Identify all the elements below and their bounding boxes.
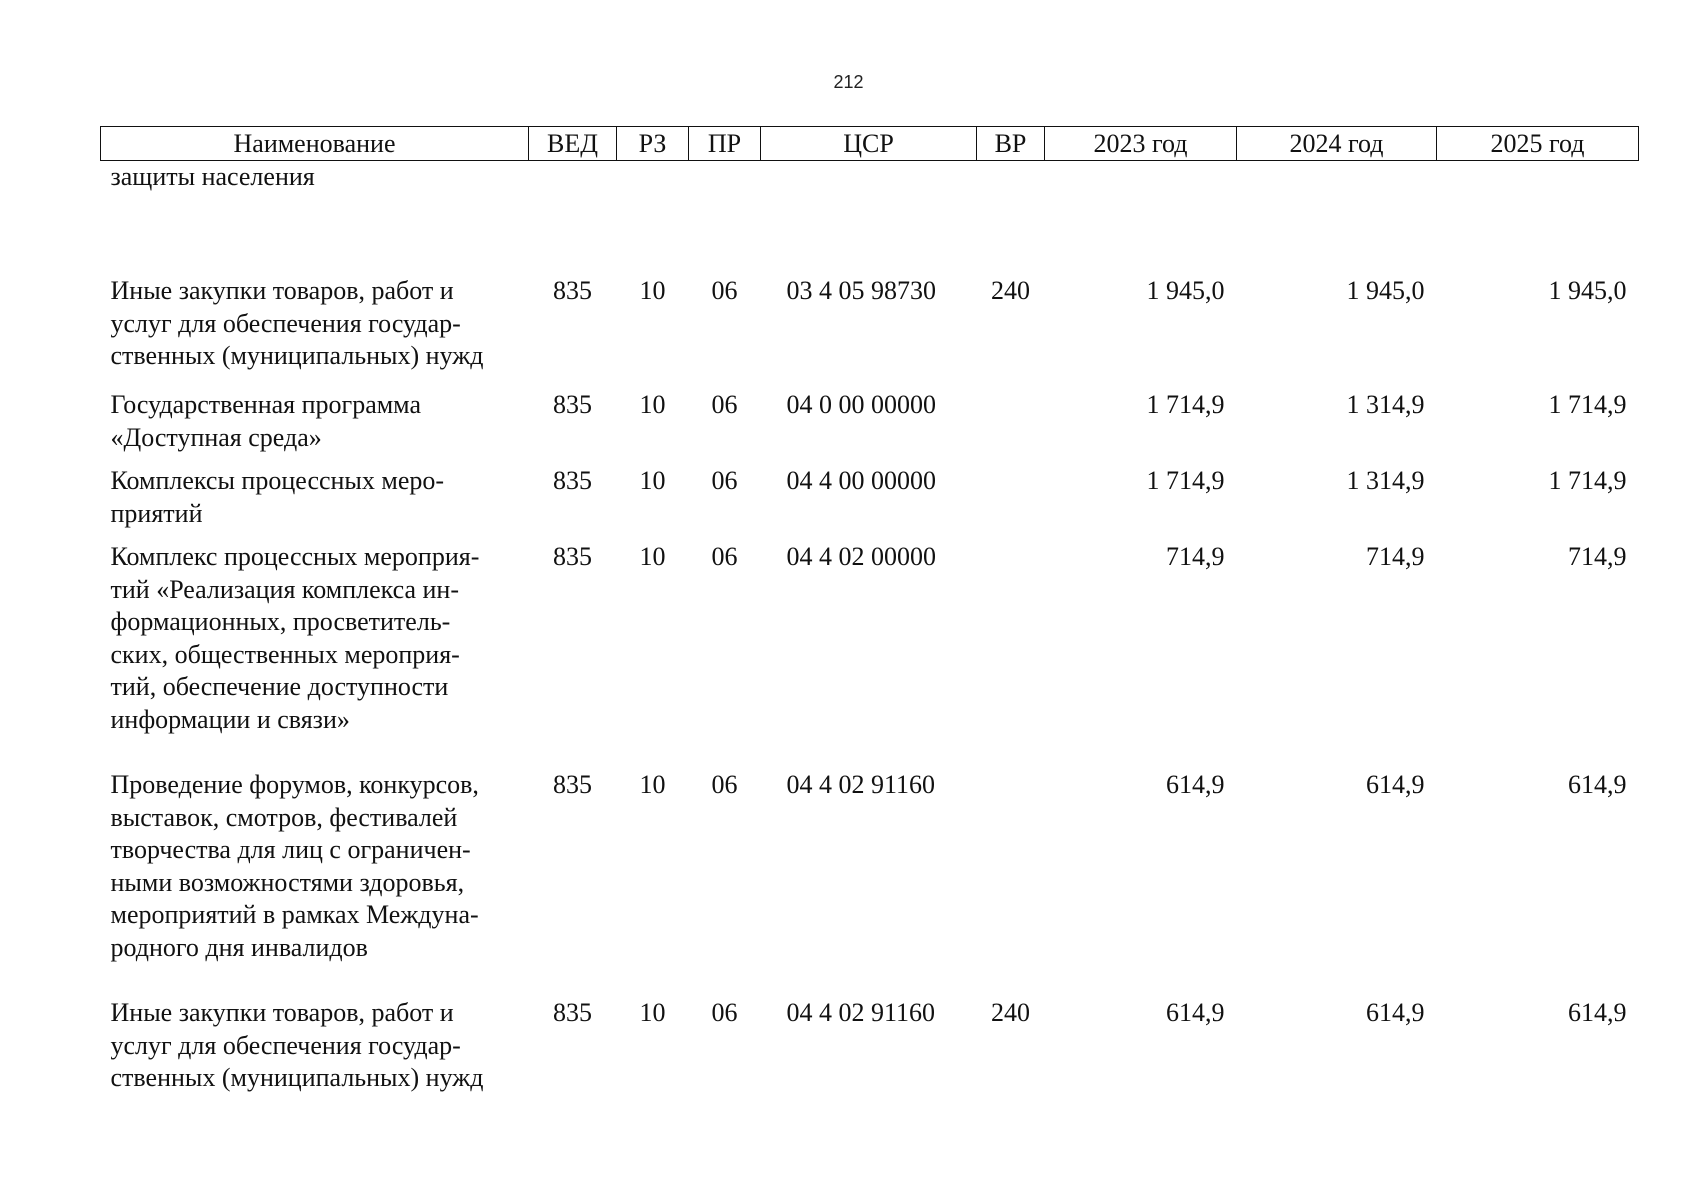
row-amount-2024 [1237, 161, 1437, 276]
header-rz: РЗ [617, 127, 689, 161]
row-ved: 835 [553, 276, 592, 305]
row-rz: 10 [639, 770, 666, 799]
table-row [101, 541, 1639, 769]
header-year-2023: 2023 год [1045, 127, 1237, 161]
row-amount-2025: 614,9 [1568, 770, 1627, 799]
row-amount-2025: 1 945,0 [1548, 276, 1627, 305]
header-pr: ПР [689, 127, 761, 161]
row-pr: 06 [711, 466, 738, 495]
row-vr [977, 541, 1045, 769]
row-amount-2023: 614,9 [1166, 770, 1225, 799]
row-ved: 835 [553, 542, 592, 571]
row-rz: 10 [639, 542, 666, 571]
row-amount-2023: 1 945,0 [1146, 276, 1225, 305]
row-amount-2023: 714,9 [1166, 542, 1225, 571]
row-ved: 835 [553, 770, 592, 799]
row-rz: 10 [639, 466, 666, 495]
row-ved: 835 [553, 466, 592, 495]
row-amount-2025: 1 714,9 [1548, 390, 1627, 419]
row-vr: 240 [991, 998, 1030, 1027]
page-number: 212 [833, 72, 864, 92]
row-name: защиты населения [110, 162, 315, 191]
row-name: Иные закупки товаров, работ и услуг для обеспечения государ- ственных (муниципальных) нужд [110, 998, 484, 1092]
header-vr: ВР [977, 127, 1045, 161]
row-ved [529, 161, 617, 276]
row-name: Комплекс процессных мероприя- тий «Реализация комплекса ин- формационных, просветитель- ских, общественных мероприя- тий, обеспечение доступности информации и связи» [110, 542, 480, 734]
row-pr: 06 [711, 542, 738, 571]
header-ved: ВЕД [529, 127, 617, 161]
row-amount-2024: 614,9 [1366, 998, 1425, 1027]
row-csr: 04 4 02 91160 [786, 770, 936, 799]
row-csr: 04 0 00 00000 [786, 390, 936, 419]
row-amount-2024: 1 314,9 [1346, 390, 1425, 419]
header-csr: ЦСР [761, 127, 977, 161]
table-body [101, 161, 1639, 1098]
header-year-2024: 2024 год [1237, 127, 1437, 161]
row-pr: 06 [711, 276, 738, 305]
table-row [101, 997, 1639, 1097]
row-amount-2025: 614,9 [1568, 998, 1627, 1027]
row-csr [761, 161, 977, 276]
table-row [101, 465, 1639, 541]
table-row [101, 275, 1639, 389]
table-row [101, 389, 1639, 465]
row-rz: 10 [639, 998, 666, 1027]
row-amount-2025: 1 714,9 [1548, 466, 1627, 495]
row-csr: 04 4 00 00000 [786, 466, 936, 495]
row-pr: 06 [711, 770, 738, 799]
row-amount-2024: 614,9 [1366, 770, 1425, 799]
header-year-2025: 2025 год [1437, 127, 1639, 161]
header-row [101, 127, 1639, 161]
row-name: Проведение форумов, конкурсов, выставок, смотров, фестивалей творчества для лиц с ограничен- ными возможностями здоровья, мероприятий в рамках Междуна- родного дня инвалидов [110, 770, 479, 962]
row-amount-2024: 1 314,9 [1346, 466, 1425, 495]
row-amount-2023: 614,9 [1166, 998, 1225, 1027]
row-name: Иные закупки товаров, работ и услуг для обеспечения государ- ственных (муниципальных) нужд [110, 276, 484, 370]
row-amount-2023: 1 714,9 [1146, 390, 1225, 419]
row-rz [617, 161, 689, 276]
row-rz: 10 [639, 390, 666, 419]
row-amount-2024: 714,9 [1366, 542, 1425, 571]
row-name: Комплексы процессных меро- приятий [110, 466, 445, 528]
row-vr [977, 389, 1045, 465]
row-rz: 10 [639, 276, 666, 305]
header-name: Наименование [101, 127, 529, 161]
row-vr [977, 769, 1045, 997]
row-amount-2023: 1 714,9 [1146, 466, 1225, 495]
row-name: Государственная программа «Доступная среда» [110, 390, 422, 452]
table-row [101, 161, 1639, 276]
row-csr: 04 4 02 91160 [786, 998, 936, 1027]
row-vr [977, 465, 1045, 541]
row-ved: 835 [553, 998, 592, 1027]
row-vr [977, 161, 1045, 276]
row-amount-2025 [1437, 161, 1639, 276]
row-ved: 835 [553, 390, 592, 419]
row-pr: 06 [711, 390, 738, 419]
table-header [101, 127, 1639, 161]
row-amount-2023 [1045, 161, 1237, 276]
row-pr [689, 161, 761, 276]
table-row [101, 769, 1639, 997]
row-amount-2025: 714,9 [1568, 542, 1627, 571]
row-vr: 240 [991, 276, 1030, 305]
row-amount-2024: 1 945,0 [1346, 276, 1425, 305]
row-csr: 04 4 02 00000 [786, 542, 936, 571]
budget-table [100, 126, 1639, 1097]
row-pr: 06 [711, 998, 738, 1027]
row-csr: 03 4 05 98730 [786, 276, 936, 305]
